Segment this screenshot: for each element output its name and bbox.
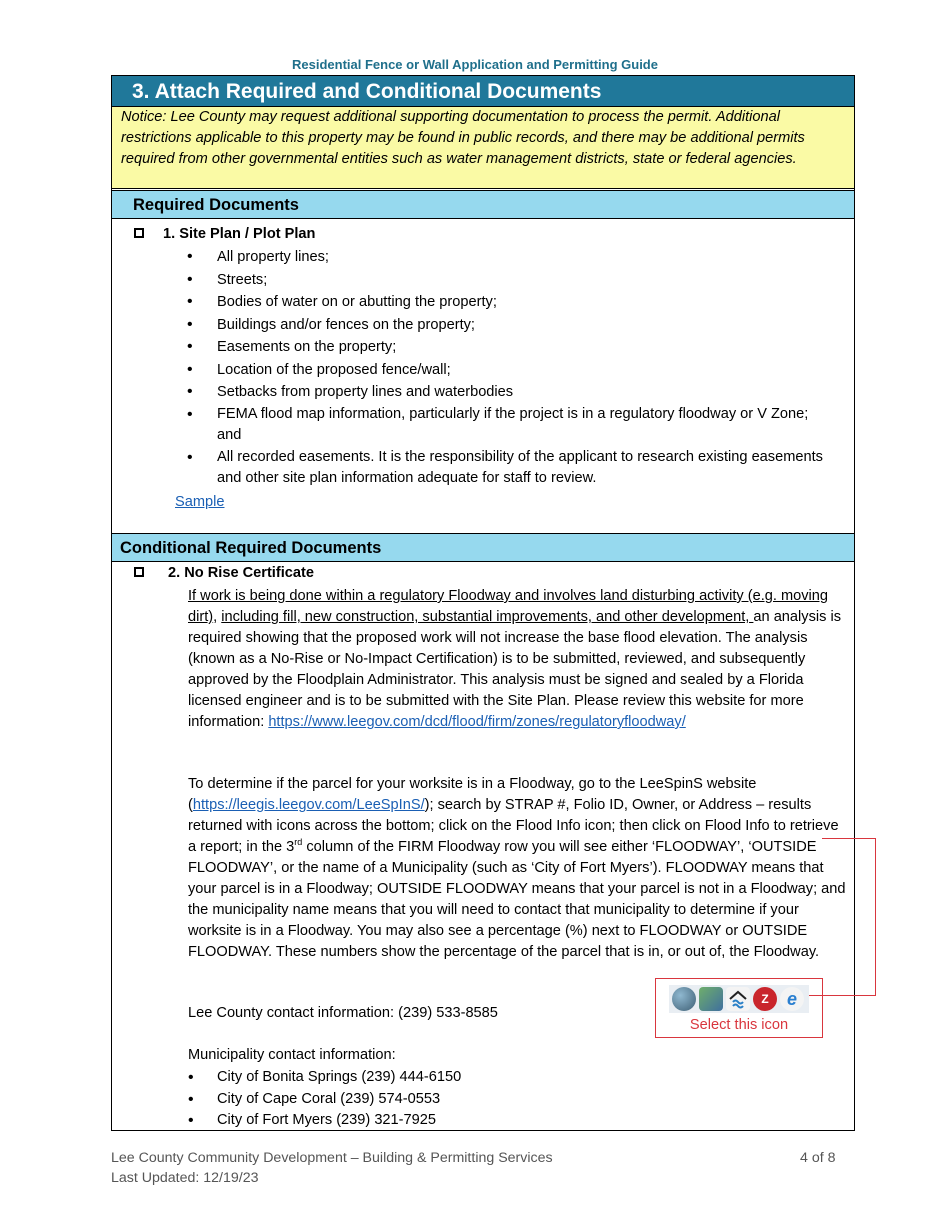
flood-info-icon[interactable] (726, 987, 750, 1011)
regulatory-floodway-link[interactable]: https://www.leegov.com/dcd/flood/firm/zones/regulatoryfloodway/ (268, 714, 686, 730)
zoning-icon[interactable]: Z (753, 987, 777, 1011)
section-box (111, 75, 855, 1131)
list-item: • Bodies of water on or abutting the property; (175, 291, 835, 314)
list-item: • Setbacks from property lines and waterbodies (175, 381, 835, 404)
sample-link[interactable]: Sample (175, 494, 225, 510)
globe-icon[interactable] (672, 987, 696, 1011)
callout-line-top (822, 838, 876, 839)
list-item: • Buildings and/or fences on the property; (175, 314, 835, 337)
leespins-link[interactable]: https://leegis.leegov.com/LeeSpInS/ (192, 797, 425, 813)
development-condition-text: including fill, new construction, substantial improvements, and other development, (221, 609, 754, 625)
municipality-contact-label: Municipality contact information: (188, 1047, 396, 1063)
site-plan-bullet-list (175, 246, 835, 489)
floodway-instructions-paragraph: To determine if the parcel for your worksite is in a Floodway, go to the LeeSpinS website (https://leegis.leegov.com/LeeSpInS/); search by STRAP #, Folio ID, Owner, or Address – results returned with icons across the bottom; click on the Flood Info icon; then click on Flood Info to retrieve a report; in the 3rd column of the FIRM Floodway row you will see either ‘FLOODWAY’, ‘OUTSIDE FLOODWAY’, or the name of a Municipality (such as ‘City of Fort Myers’). FLOODWAY means that your parcel is in a Floodway; OUTSIDE FLOODWAY means that your parcel is not in a Floodway; and the municipality name means that you will need to contact that municipality to determine if your worksite is in a Floodway. You may also see a percentage (%) next to FLOODWAY or OUTSIDE FLOODWAY. These numbers show the percentage of the parcel that is in, or out of, the Floodway. (188, 776, 846, 960)
footer-updated: Last Updated: 12/19/23 (111, 1170, 259, 1186)
document-header: Residential Fence or Wall Application and Permitting Guide (292, 57, 658, 72)
conditional-documents-heading: Conditional Required Documents (112, 533, 854, 562)
section-number: 3. (132, 80, 150, 103)
footer-org: Lee County Community Development – Building & Permitting Services (111, 1150, 553, 1166)
no-rise-checkbox[interactable] (134, 567, 144, 577)
section-title-text: Attach Required and Conditional Documents (154, 80, 602, 103)
list-item: • Location of the proposed fence/wall; (175, 359, 835, 382)
municipality-list (176, 1067, 461, 1132)
floodway-condition-text: If work is being done within a regulatory Floodway and involves land disturbing activity (e.g. moving dirt) (188, 588, 829, 625)
section-title (112, 76, 854, 107)
leespins-icon-bar (669, 985, 809, 1013)
analysis-text: an analysis is required showing that the proposed work will not increase the base flood elevation. The analysis (known as a No-Rise or No-Impact Certification) is to be submitted, reviewed, and subsequently approved by the Floodplain Administrator. This analysis must be signed and sealed by a Florida licensed engineer and is to be submitted with the Site Plan. Please review this website for more information: (188, 609, 842, 730)
browser-icon[interactable]: e (780, 987, 804, 1011)
icon-caption: Select this icon (689, 1017, 789, 1033)
no-rise-title: 2. No Rise Certificate (168, 565, 314, 581)
site-plan-title: 1. Site Plan / Plot Plan (163, 226, 316, 242)
footer-info (111, 1148, 553, 1188)
page-number: 4 of 8 (800, 1150, 836, 1166)
list-item: • All recorded easements. It is the responsibility of the applicant to research existing easements and other site plan information adequate for staff to review. (175, 447, 835, 489)
list-item: • City of Bonita Springs (239) 444-6150 (176, 1067, 461, 1089)
required-documents-heading: Required Documents (112, 190, 854, 219)
list-item: • FEMA flood map information, particularly if the project is in a regulatory floodway or V Zone; and (175, 404, 835, 447)
list-item: • Streets; (175, 269, 835, 292)
list-item: • All property lines; (175, 246, 835, 269)
notice-text: Notice: Lee County may request additional supporting documentation to process the permit. Additional restrictions applicable to this property may be found in public records, and there may be additional permits required from other governmental entities such as water management districts, state or federal agencies. (112, 107, 854, 189)
icon-callout-box (655, 978, 823, 1038)
house-water-icon (727, 988, 749, 1010)
callout-line-vertical (875, 838, 876, 996)
lee-county-contact: Lee County contact information: (239) 533-8585 (188, 1005, 498, 1021)
list-item: • City of Fort Myers (239) 321-7925 (176, 1110, 461, 1132)
site-plan-checkbox[interactable] (134, 228, 144, 238)
map-layers-icon[interactable] (699, 987, 723, 1011)
list-item: • City of Cape Coral (239) 574-0553 (176, 1089, 461, 1111)
list-item: • Easements on the property; (175, 336, 835, 359)
no-rise-paragraph: If work is being done within a regulatory Floodway and involves land disturbing activity (e.g. moving dirt), including fill, new construction, substantial improvements, and other development, an analysis is required showing that the proposed work will not increase the base flood elevation. The analysis (known as a No-Rise or No-Impact Certification) is to be submitted, reviewed, and subsequently approved by the Floodplain Administrator. This analysis must be signed and sealed by a Florida licensed engineer and is to be submitted with the Site Plan. Please review this website for more information: https://www.leegov.com/dcd/flood/firm/zones/regulatoryfloodway/ (188, 588, 842, 730)
